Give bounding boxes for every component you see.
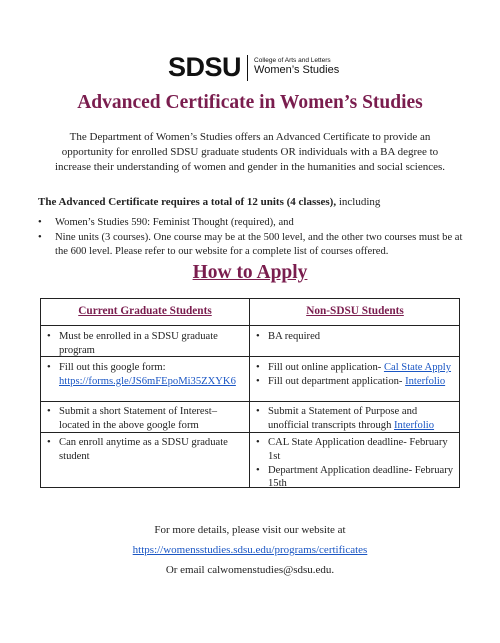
logo-mark: SDSU [168, 52, 242, 82]
intro-paragraph: The Department of Women’s Studies offers an Advanced Certificate to provide an opportunity for enrolled SDSU graduate students OR individuals with a BA degree to increase their understanding of women and gender in the humanities and social sciences. [54, 131, 446, 174]
online-application-label: Fill out online application- [268, 362, 384, 373]
requirement-line [38, 196, 380, 208]
footer-email: Or email calwomenstudies@sdsu.edu. [165, 564, 335, 576]
list-item: • Department Application deadline- February 15th [256, 464, 456, 492]
logo-divider [247, 55, 248, 81]
table-cell [256, 330, 456, 344]
footer-link-row [0, 544, 500, 556]
list-item: • CAL State Application deadline- February 1st [256, 436, 456, 464]
requirement-bold: The Advanced Certificate requires a total of 12 units (4 classes), [38, 196, 337, 208]
list-item: • BA required [256, 330, 456, 344]
list-item [256, 375, 456, 389]
list-item [256, 405, 456, 433]
header-current-students: Current Graduate Students [78, 305, 212, 317]
column-divider [249, 299, 250, 487]
interfolio-link[interactable]: Interfolio [394, 419, 435, 431]
table-cell [256, 361, 456, 389]
apply-table [40, 298, 460, 488]
table-cell [47, 405, 243, 433]
cal-state-apply-link[interactable]: Cal State Apply [383, 362, 452, 373]
list-item: • Must be enrolled in a SDSU graduate program [47, 330, 243, 358]
row-divider [41, 325, 459, 326]
department-application-label: Fill out department application- [268, 375, 406, 387]
how-to-apply-heading: How to Apply [192, 262, 308, 283]
table-cell [47, 436, 243, 464]
list-item: • Women’s Studies 590: Feminist Thought (required), and [38, 216, 468, 231]
website-link[interactable]: https://womensstudies.sdsu.edu/programs/certificates [132, 544, 368, 556]
google-form-label: Fill out this google form: [59, 362, 166, 373]
page-title: Advanced Certificate in Women’s Studies [77, 92, 423, 113]
interfolio-link[interactable]: Interfolio [405, 375, 446, 387]
table-cell [47, 330, 243, 358]
row-divider [41, 401, 459, 402]
list-item: • Submit a short Statement of Interest– located in the above google form [47, 405, 243, 433]
list-item [256, 361, 456, 375]
list-item: • Can enroll anytime as a SDSU graduate student [47, 436, 243, 464]
list-item: • Nine units (3 courses). One course may be at the 500 level, and the other two courses must be at the 600 level. Please refer to our website for a complete list of courses offered. [38, 231, 468, 260]
requirement-rest: including [336, 196, 381, 208]
requirement-list [38, 216, 468, 260]
google-form-link[interactable]: https://forms.gle/JS6mFEpoMi35ZXYK6 [59, 375, 236, 387]
table-cell [47, 361, 243, 389]
logo-college: College of Arts and Letters [254, 57, 331, 65]
logo-text [254, 58, 339, 76]
list-item [47, 361, 243, 389]
table-cell [256, 405, 456, 433]
footer-line: For more details, please visit our website at [154, 524, 346, 536]
statement-label: Submit a Statement of Purpose and unofficial transcripts through [268, 406, 418, 431]
sdsu-logo [168, 52, 339, 83]
table-cell [256, 436, 456, 491]
header-non-sdsu-students: Non-SDSU Students [306, 305, 404, 317]
logo-department: Women’s Studies [254, 64, 340, 77]
